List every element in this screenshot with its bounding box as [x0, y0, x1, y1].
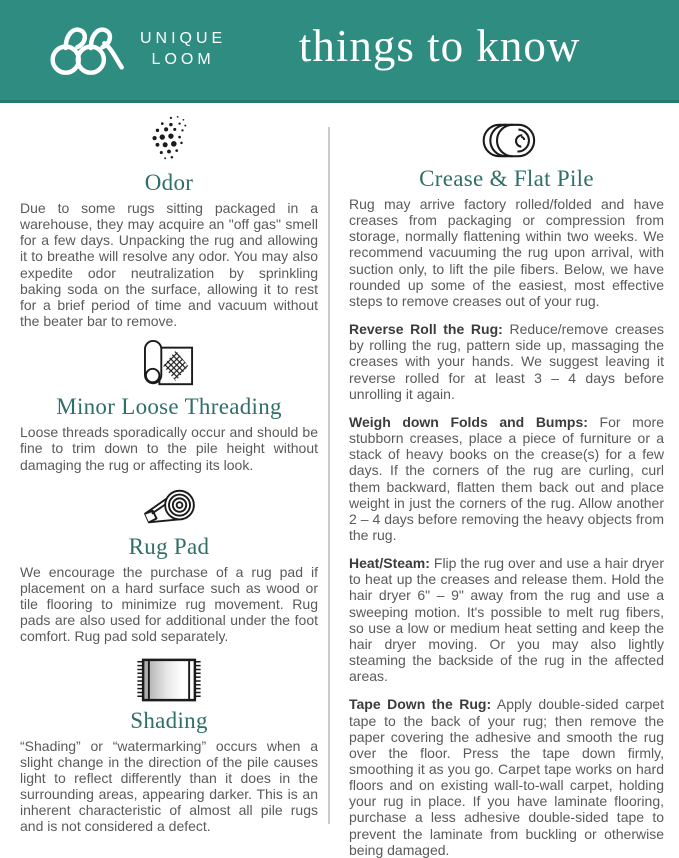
section-title-odor: Odor: [144, 170, 194, 195]
brand-name: [140, 29, 226, 71]
tip-reverse-roll: [349, 321, 664, 402]
tip-label-reverse-roll: Reverse Roll the Rug:: [349, 321, 503, 338]
rolled-rug-spiral-icon: [349, 119, 664, 161]
section-rug-pad: [20, 483, 318, 645]
unique-loom-logo-icon: [44, 22, 128, 78]
odor-dots-icon: [20, 113, 318, 165]
section-minor-loose-threading: [20, 339, 318, 472]
section-title-threading: Minor Loose Threading: [56, 394, 282, 420]
left-column: [0, 103, 328, 835]
section-shading: [20, 655, 318, 835]
tip-tape-down: [349, 696, 664, 858]
rug-pad-roll-icon: [20, 483, 318, 529]
tip-text-weigh-down: For more stubborn creases, place a piece of furniture or a stack of heavy books on the crease(s) for a few days. If the corners of the rug are curling, curl them backward, flatten them back out and place weight in just the corners of the rug. Allow another 2 – 4 days before removing the heavy objects from the rug.: [349, 413, 664, 543]
tip-text-heat-steam: Flip the rug over and use a hair dryer to heat up the creases and release them. Hold the hair dryer 6" – 9" away from the rug and use a sweeping motion. It's possible to melt rug fibers, so use a low or medium heat setting and keep the hair dryer moving. Or you may also lightly steaming the backside of the rug in the affected areas.: [349, 555, 664, 685]
section-odor: [20, 113, 318, 329]
section-crease-flat-pile: [349, 119, 664, 858]
page-header: [0, 0, 679, 103]
right-column: [330, 103, 679, 858]
section-body-threading: Loose threads sporadically occur and should be fine to trim down to the pile height without damaging the rug or affecting its look.: [20, 424, 318, 473]
shaded-rug-fringe-icon: [20, 655, 318, 703]
tip-text-reverse-roll: Reduce/remove creases by rolling the rug, pattern side up, massaging the creases with your hands. We suggest leaving it reverse rolled for at least 3 – 4 days before unrolling it again.: [349, 321, 664, 402]
section-title-shading: Shading: [130, 707, 208, 733]
tip-heat-steam: [349, 555, 664, 684]
section-body-odor: Due to some rugs sitting packaged in a warehouse, they may acquire an "off gas" smell for a few days. Unpacking the rug and allowing it to breathe will resolve any odor. You may also expedite odor neutralization by sprinkling baking soda on the surface, allowing it to rest for a brief period of time and vacuum without the beater bar to remove.: [20, 200, 318, 330]
section-body-shading: “Shading” or “watermarking” occurs when a slight change in the direction of the pile causes light to reflect differently than it does in the surrounding areas, appearing darker. This is an inherent characteristic of almost all pile rugs and is not considered a defect.: [20, 737, 318, 835]
brand-line2: LOOM: [151, 51, 215, 68]
content-columns: [0, 103, 679, 858]
tip-label-tape-down: Tape Down the Rug:: [349, 696, 492, 713]
brand-line1: UNIQUE: [140, 30, 227, 48]
section-body-crease-intro: Rug may arrive factory rolled/folded and have creases from packaging or compression from storage, normally flattening within two weeks. We recommend vacuuming the rug upon arrival, with suction only, to lift the pile fibers. Below, we have rounded up some of the easiest, most effective steps to remove creases out of your rug.: [349, 196, 664, 309]
tip-label-heat-steam: Heat/Steam:: [349, 555, 430, 572]
section-body-rug-pad: We encourage the purchase of a rug pad if placement on a hard surface such as wood or tile flooring to minimize rug movement. Rug pads are also used for additional under the foot comfort. Rug pad sold separately.: [20, 563, 318, 645]
tip-weigh-down: [349, 414, 664, 543]
section-title-rug-pad: Rug Pad: [128, 533, 210, 559]
page-title: things to know: [298, 21, 581, 71]
tip-label-weigh-down: Weigh down Folds and Bumps:: [349, 413, 588, 430]
brand: [44, 22, 226, 78]
section-title-crease: Crease & Flat Pile: [419, 166, 594, 191]
tip-text-tape-down: Apply double-sided carpet tape to the back of your rug; then remove the paper covering the adhesive and smooth the rug over the floor. Press the tape down firmly, smoothing it as you go. Carpet tape works on hard floors and on existing wall-to-wall carpet, holding your rug in place. If you have laminate flooring, purchase a less adhesive double-sided tape to prevent the laminate from buckling or otherwise being damaged.: [349, 696, 664, 858]
rug-roll-crosshatch-icon: [20, 339, 318, 389]
